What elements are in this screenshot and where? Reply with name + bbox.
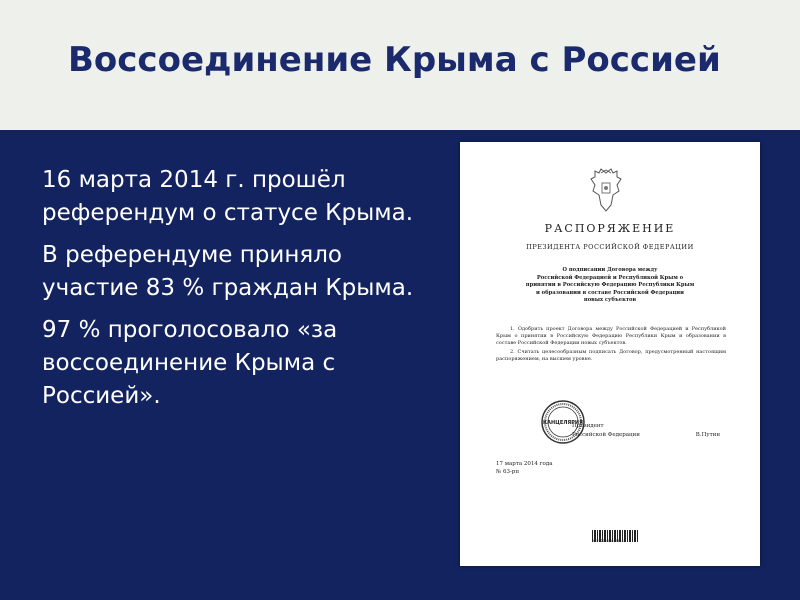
decree-clauses <box>496 326 726 364</box>
decree-subheading: ПРЕЗИДЕНТА РОССИЙСКОЙ ФЕДЕРАЦИИ <box>526 243 694 251</box>
decree-clause: 1. Одобрить проект Договора между Российской Федерацией и Республикой Крым о принятии в Российскую Федерацию Республики Крым и образовании в составе Российской Федерации новых субъектов. <box>496 326 726 347</box>
signature-name: В.Путин <box>695 432 720 438</box>
paragraph-vote-result: 97 % проголосовало «за воссоединение Крыма с Россией». <box>42 317 338 409</box>
decree-about-line: принятии в Российскую Федерацию Республики Крым <box>525 282 695 288</box>
decree-about-line: новых субъектов <box>583 297 637 303</box>
decree-about <box>500 267 720 305</box>
stamp-text: КАНЦЕЛЯРИЯ <box>543 420 583 426</box>
barcode-number: 2 590098 0463 5 <box>592 539 624 543</box>
decree-document-image <box>460 142 760 566</box>
signature-title-line2: Российской Федерации <box>572 432 640 438</box>
decree-about-line: и образовании в составе Российской Федерации <box>536 289 684 296</box>
decree-date: 17 марта 2014 года <box>496 461 553 467</box>
signature-title: Президент <box>572 423 604 429</box>
slide-body <box>42 164 422 422</box>
paragraph-referendum-date: 16 марта 2014 г. прошёл референдум о статусе Крыма. <box>42 167 414 226</box>
decree-number: № 63-рп <box>496 469 519 475</box>
russian-coat-of-arms-icon <box>589 167 623 213</box>
title-bar <box>0 0 800 130</box>
page-title: Воссоединение Крыма с Россией <box>68 40 721 80</box>
decree-clause: 2. Считать целесообразным подписать Договор, предусмотренный настоящим распоряжением, на высшем уровне. <box>496 348 726 362</box>
decree-signature-block <box>572 422 732 440</box>
decree-about-line: О подписании Договора между <box>562 267 658 273</box>
decree-meta <box>496 460 553 476</box>
paragraph-turnout: В референдуме приняло участие 83 % граждан Крыма. <box>42 242 414 301</box>
decree-about-line: Российской Федерацией и Республикой Крым о <box>536 274 684 281</box>
decree-heading: РАСПОРЯЖЕНИЕ <box>544 222 676 235</box>
